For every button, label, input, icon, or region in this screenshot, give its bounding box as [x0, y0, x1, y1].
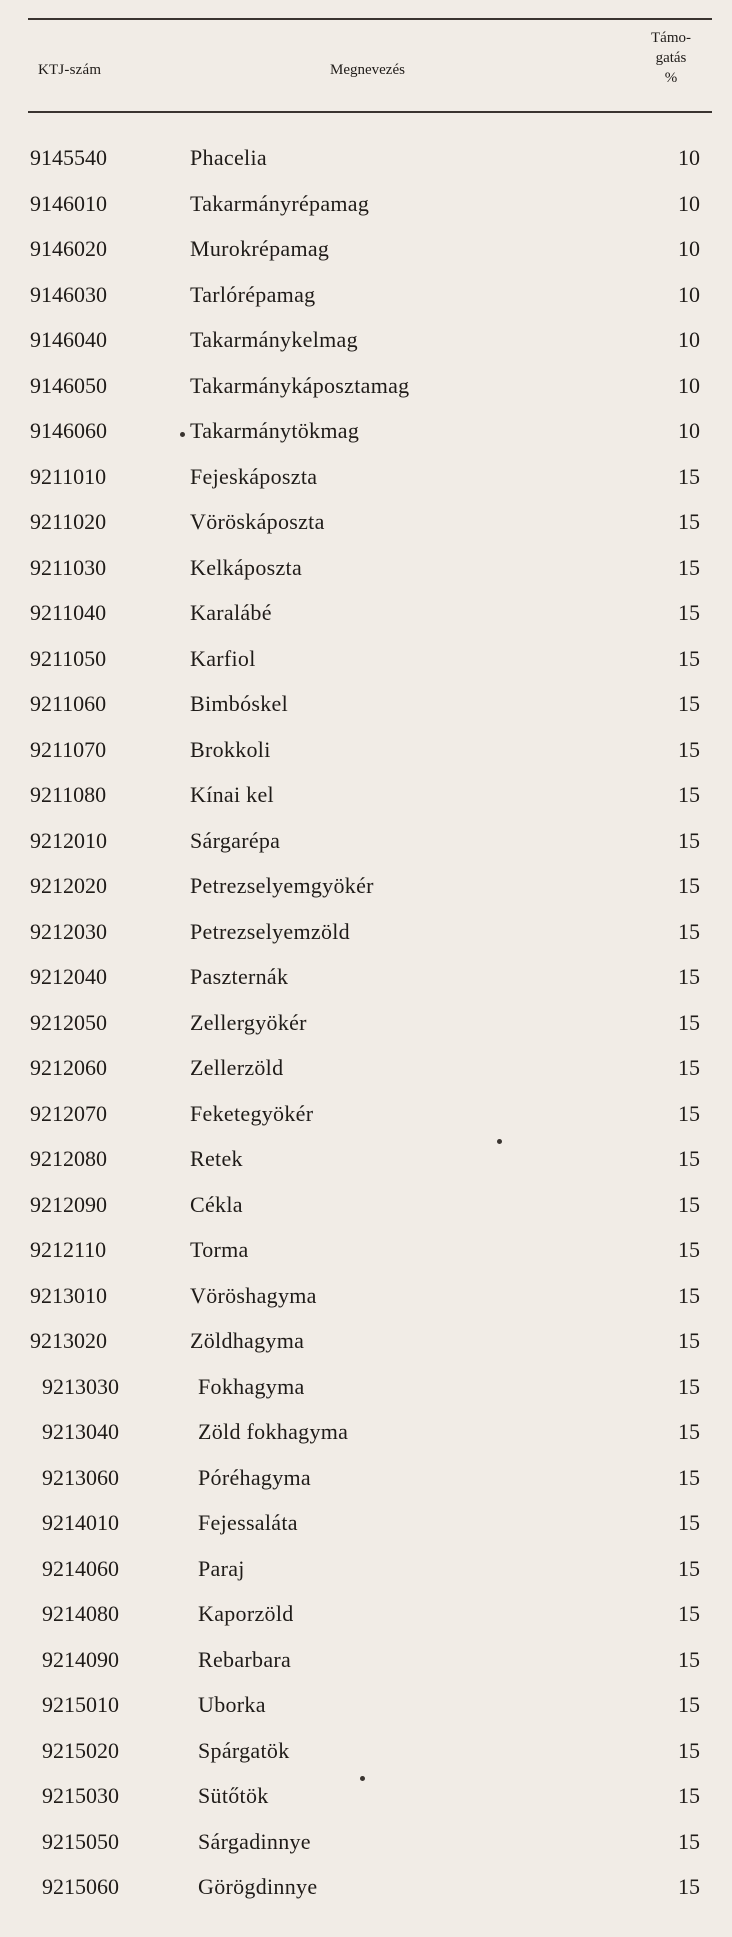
row-support-percent: 15 [678, 1510, 700, 1535]
row-support-percent: 15 [678, 918, 700, 944]
row-code: 9211060 [30, 691, 107, 716]
row-name: Retek [190, 1146, 243, 1171]
row-code: 9212030 [30, 918, 107, 944]
row-name: Takarmányrépamag [190, 190, 370, 216]
row-name: Rebarbara [198, 1646, 292, 1672]
row-support-percent: 10 [678, 281, 700, 307]
table-row [0, 1144, 732, 1190]
table-row [0, 1008, 732, 1054]
table-row [0, 1417, 732, 1463]
row-name: Feketegyökér [190, 1100, 314, 1126]
row-support-percent: 15 [678, 736, 700, 762]
table-row [0, 143, 732, 189]
row-code: 9215060 [42, 1874, 119, 1899]
row-support-percent: 15 [678, 827, 700, 853]
table-row [0, 1099, 732, 1145]
table-row [0, 917, 732, 963]
table-row [0, 735, 732, 781]
row-support-percent: 15 [678, 1237, 700, 1262]
row-name: Póréhagyma [198, 1464, 311, 1490]
row-name: Paszternák [190, 964, 289, 989]
row-name: Karfiol [190, 645, 256, 671]
table-row [0, 325, 732, 371]
header-code: KTJ-szám [38, 62, 102, 78]
row-name: Kínai kel [190, 782, 274, 807]
row-name: Brokkoli [190, 736, 271, 762]
row-code: 9146030 [30, 281, 107, 307]
row-name: Karalábé [190, 600, 272, 625]
row-code: 9214060 [42, 1555, 119, 1581]
row-code: 9213060 [42, 1464, 119, 1490]
row-name: Fejessaláta [198, 1510, 298, 1535]
row-name: Zöldhagyma [190, 1328, 305, 1353]
row-support-percent: 10 [678, 372, 700, 398]
row-support-percent: 10 [678, 236, 700, 261]
row-code: 9212090 [30, 1191, 107, 1217]
speck [360, 1776, 365, 1781]
row-code: 9145540 [30, 145, 107, 170]
row-name: Takarmánykelmag [190, 327, 358, 352]
row-code: 9146050 [30, 372, 107, 398]
table-row [0, 962, 732, 1008]
row-support-percent: 15 [678, 1601, 700, 1626]
table-row [0, 234, 732, 280]
row-code: 9213030 [42, 1373, 119, 1399]
row-name: Kaporzöld [198, 1601, 294, 1626]
row-code: 9211030 [30, 554, 107, 580]
table-row [0, 598, 732, 644]
row-code: 9213020 [30, 1328, 107, 1353]
table-row [0, 1508, 732, 1554]
row-support-percent: 10 [678, 190, 700, 216]
row-name: Sárgadinnye [198, 1828, 311, 1854]
row-code: 9146040 [30, 327, 107, 352]
table-row [0, 1235, 732, 1281]
row-support-percent: 15 [678, 1146, 700, 1171]
row-code: 9215020 [42, 1737, 119, 1763]
row-support-percent: 10 [678, 327, 700, 352]
header-support-line-3: % [664, 70, 678, 86]
row-support-percent: 15 [678, 1328, 700, 1353]
row-code: 9213010 [30, 1282, 107, 1308]
row-support-percent: 15 [678, 1419, 700, 1444]
row-code: 9211070 [30, 736, 107, 762]
row-code: 9212040 [30, 964, 107, 989]
table-body [0, 143, 732, 1918]
table-row [0, 1599, 732, 1645]
table-row [0, 1645, 732, 1691]
row-name: Phacelia [190, 145, 267, 170]
row-code: 9146060 [30, 418, 107, 443]
row-name: Sárgarépa [190, 827, 281, 853]
table-row [0, 689, 732, 735]
row-name: Torma [190, 1237, 249, 1262]
row-support-percent: 15 [678, 964, 700, 989]
row-name: Vöröskáposzta [190, 509, 325, 534]
row-name: Tarlórépamag [190, 281, 316, 307]
row-support-percent: 15 [678, 873, 700, 898]
row-code: 9215030 [42, 1783, 119, 1808]
row-support-percent: 15 [678, 463, 700, 489]
header-bottom-rule [28, 111, 712, 113]
table-row [0, 644, 732, 690]
row-support-percent: 15 [678, 645, 700, 671]
row-support-percent: 15 [678, 1737, 700, 1763]
row-support-percent: 15 [678, 1282, 700, 1308]
row-name: Paraj [198, 1555, 245, 1581]
table-header [0, 20, 732, 110]
row-support-percent: 15 [678, 1055, 700, 1080]
row-name: Petrezselyemgyökér [190, 873, 374, 898]
header-name: Megnevezés [330, 62, 405, 78]
row-support-percent: 15 [678, 1555, 700, 1581]
table-row [0, 780, 732, 826]
row-name: Bimbóskel [190, 691, 289, 716]
row-code: 9146010 [30, 190, 107, 216]
table-row [0, 1281, 732, 1327]
row-support-percent: 10 [678, 418, 700, 443]
header-support-line-1: Támo- [651, 30, 691, 46]
row-code: 9214010 [42, 1510, 119, 1535]
row-support-percent: 15 [678, 1783, 700, 1808]
table-row [0, 1781, 732, 1827]
row-code: 9212060 [30, 1055, 107, 1080]
row-code: 9214090 [42, 1646, 119, 1672]
table-row [0, 189, 732, 235]
row-code: 9212080 [30, 1146, 107, 1171]
row-support-percent: 15 [678, 1464, 700, 1490]
table-row [0, 1554, 732, 1600]
row-support-percent: 15 [678, 600, 700, 625]
row-name: Zöld fokhagyma [198, 1419, 349, 1444]
row-code: 9146020 [30, 236, 107, 261]
row-code: 9215010 [42, 1692, 119, 1717]
row-code: 9212010 [30, 827, 107, 853]
row-support-percent: 15 [678, 1828, 700, 1854]
row-code: 9211040 [30, 600, 107, 625]
row-support-percent: 15 [678, 1191, 700, 1217]
row-name: Zellerzöld [190, 1055, 284, 1080]
row-support-percent: 15 [678, 509, 700, 534]
table-row [0, 1872, 732, 1918]
table-row [0, 871, 732, 917]
row-name: Kelkáposzta [190, 554, 303, 580]
row-name: Uborka [198, 1692, 266, 1717]
row-support-percent: 15 [678, 782, 700, 807]
row-name: Fokhagyma [198, 1373, 305, 1399]
row-code: 9213040 [42, 1419, 119, 1444]
table-row [0, 1372, 732, 1418]
table-row [0, 371, 732, 417]
table-row [0, 1326, 732, 1372]
row-support-percent: 15 [678, 691, 700, 716]
table-row [0, 1690, 732, 1736]
table-row [0, 1736, 732, 1782]
row-code: 9212110 [30, 1237, 107, 1262]
row-code: 9214080 [42, 1601, 119, 1626]
table-row [0, 416, 732, 462]
row-name: Petrezselyemzöld [190, 918, 350, 944]
row-name: Fejeskáposzta [190, 463, 318, 489]
row-code: 9212020 [30, 873, 107, 898]
row-code: 9211080 [30, 782, 107, 807]
table-row [0, 462, 732, 508]
row-name: Vöröshagyma [190, 1282, 317, 1308]
row-code: 9211010 [30, 463, 107, 489]
row-support-percent: 15 [678, 1646, 700, 1672]
table-row [0, 507, 732, 553]
table-row [0, 280, 732, 326]
table-row [0, 553, 732, 599]
table-row [0, 826, 732, 872]
row-code: 9212050 [30, 1009, 107, 1035]
row-code: 9212070 [30, 1100, 107, 1126]
speck [180, 432, 185, 437]
row-support-percent: 15 [678, 1373, 700, 1399]
row-name: Cékla [190, 1191, 243, 1217]
row-name: Takarmánykáposztamag [190, 372, 410, 398]
row-name: Spárgatök [198, 1737, 290, 1763]
table-row [0, 1463, 732, 1509]
row-support-percent: 15 [678, 1874, 700, 1899]
speck [497, 1139, 502, 1144]
row-name: Sütőtök [198, 1783, 269, 1808]
row-support-percent: 15 [678, 1100, 700, 1126]
row-name: Görögdinnye [198, 1874, 318, 1899]
row-support-percent: 15 [678, 1009, 700, 1035]
row-name: Murokrépamag [190, 236, 330, 261]
row-code: 9215050 [42, 1828, 119, 1854]
table-row [0, 1827, 732, 1873]
header-support [636, 28, 706, 88]
row-code: 9211020 [30, 509, 107, 534]
table-row [0, 1053, 732, 1099]
table-row [0, 1190, 732, 1236]
row-code: 9211050 [30, 645, 107, 671]
row-name: Zellergyökér [190, 1009, 307, 1035]
row-support-percent: 10 [678, 145, 700, 170]
row-support-percent: 15 [678, 554, 700, 580]
row-support-percent: 15 [678, 1692, 700, 1717]
header-support-line-2: gatás [655, 50, 687, 66]
row-name: Takarmánytökmag [190, 418, 360, 443]
